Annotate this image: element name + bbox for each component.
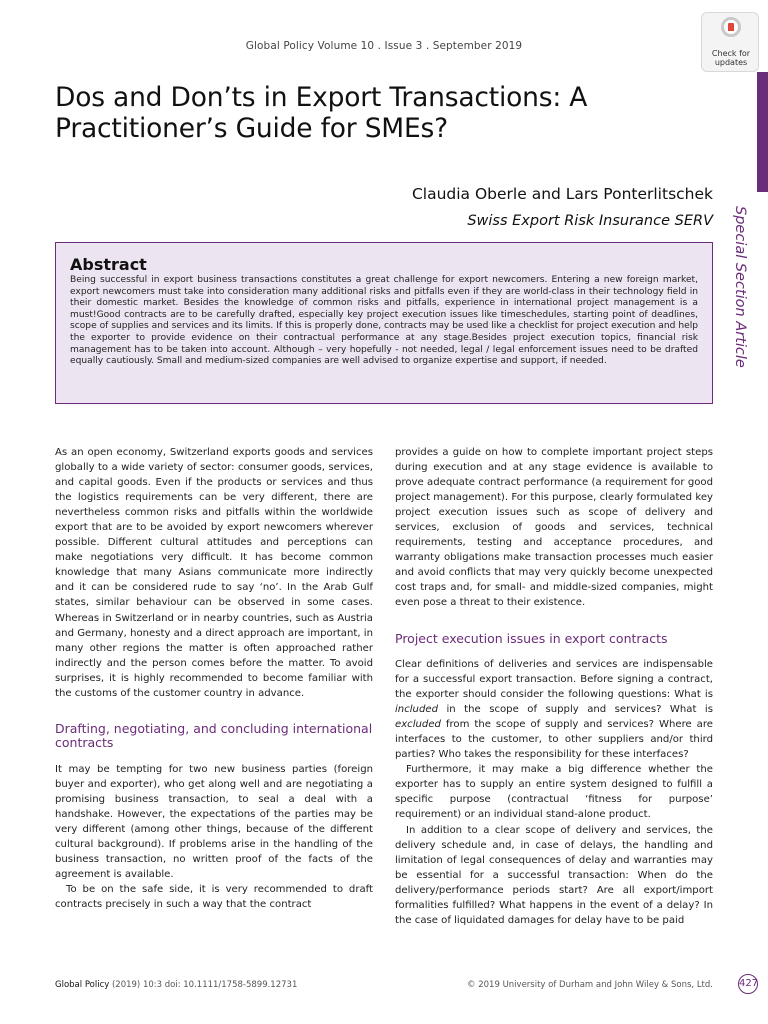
body-column-right [395,445,713,928]
journal-header: Global Policy Volume 10 . Issue 3 . September 2019 [245,40,523,52]
emphasis: included [395,704,438,716]
badge-label-line1: Check for [711,49,751,58]
paragraph [395,657,713,762]
side-section-label-text: Special Section Article [732,206,748,368]
footer-doi: (2019) 10:3 doi: 10.1111/1758-5899.12731 [109,980,298,990]
check-for-updates-badge[interactable] [701,12,759,72]
body-column-left [55,445,373,912]
abstract-box [55,242,713,404]
paragraph: provides a guide on how to complete important project steps during execution and at any stage evidence is available to prove adequate contract performance (a requirement for good project management). For this purpose, clearly formulated key project execution issues such as scope of delivery and services, exclusion of goods and services, technical requirements, testing and acceptance procedures, and warranty obligations make transaction processes much easier and avoid conflicts that may very quickly become unexpected cost traps and, for small- and middle-sized companies, might even pose a threat to their existence. [395,447,713,609]
paragraph: To be on the safe side, it is very recommended to draft contracts precisely in such a way that the contract [55,884,373,911]
side-section-label [728,206,748,376]
footer-copyright: © 2019 University of Durham and John Wiley & Sons, Ltd. [467,980,713,990]
text-run: Clear definitions of deliveries and services are indispensable for a successful export transaction. Before signing a contract, the exporter should consider the following questions: What is [395,659,713,701]
paragraph: It may be tempting for two new business parties (foreign buyer and exporter), who get along well and are negotiating a promising business transaction, to seal a deal with a handshake. However, the expectations of the parties may be very different (among other things, because of the different cultural background). If problems arise in the handling of the business transaction, no written proof of the facts of the agreement is available. [55,763,373,881]
page-number: 427 [738,974,758,994]
article-title: Dos and Don’ts in Export Transactions: A Practitioner’s Guide for SMEs? [55,82,588,144]
abstract-text: Being successful in export business transactions constitutes a great challenge for export newcomers. Entering a new foreign market, export newcomers must take into consideration many additional risks and pitfalls even if they are world-class in their technology field in their domestic market. Besides the knowledge of common risks and pitfalls, experience in international project management is a must!Good contracts are to be carefully drafted, especially key project execution issues like timeschedules, starting point of deadlines, scope of supplies and services and its limits. If this is properly done, contracts may be used like a checklist for project execution and help the exporter to provide evidence on their contractual performance at any stage.Besides project execution topics, financial risk management has to be taken into account. Although – very hopefully - not needed, legal / legal enforcement issues need to be drafted equally cautiously. Small and medium-sized companies are well advised to organize expertise and support, if needed. [70,275,698,367]
badge-label [702,49,760,67]
abstract-heading: Abstract [70,255,147,274]
affiliation: Swiss Export Risk Insurance SERV [467,213,713,229]
bookmark-icon [721,17,741,37]
side-accent-bar [757,72,768,192]
paragraph: As an open economy, Switzerland exports goods and services globally to a wide variety of sector: consumer goods, services, and capital goods. Even if the products or services and thus the logistics requirements can be very different, there are nevertheless common risks and pitfalls within the worldwide export that are to be avoided by export newcomers wherever possible. Different cultural attitudes and perceptions can make negotiations very difficult. It has become common knowledge that many Asians communicate more indirectly and it can be considered rude to say ‘no’. In the Arab Gulf states, similar behaviour can be observed in some cases. Whereas in Switzerland or in nearby countries, such as Austria and Germany, honesty and a direct approach are important, in many other regions the matter is often approached rather indirectly and the person comes before the matter. To avoid surprises, it is highly recommended to become familiar with the customs of the customer country in advance. [55,447,373,699]
text-run: from the scope of supply and services? Where are interfaces to the customer, to other suppliers and/or third parties? Who takes the responsibility for these interfaces? [395,719,713,761]
badge-label-line2: updates [714,58,748,67]
authors: Claudia Oberle and Lars Ponterlitschek [411,185,713,203]
text-run: in the scope of supply and services? What is [437,704,713,716]
footer-journal-name: Global Policy [55,980,110,990]
section-heading: Project execution issues in export contracts [395,630,668,646]
footer-citation [55,980,297,990]
emphasis: excluded [395,719,441,731]
paragraph: In addition to a clear scope of delivery and services, the delivery schedule and, in case of delays, the handling and limitation of legal consequences of delay and warranties may be essential for a successful transaction: When do the delivery/performance periods start? Are all export/import formalities fulfilled? What happens in the event of a delay? In the case of liquidated damages for delay have to be paid [395,824,713,926]
paragraph: Furthermore, it may make a big difference whether the exporter has to supply an entire system designed to fulfill a specific purpose (contractual ‘fitness for purpose’ requirement) or an individual stand-alone product. [395,764,713,821]
section-heading: Drafting, negotiating, and concluding international contracts [55,720,373,751]
